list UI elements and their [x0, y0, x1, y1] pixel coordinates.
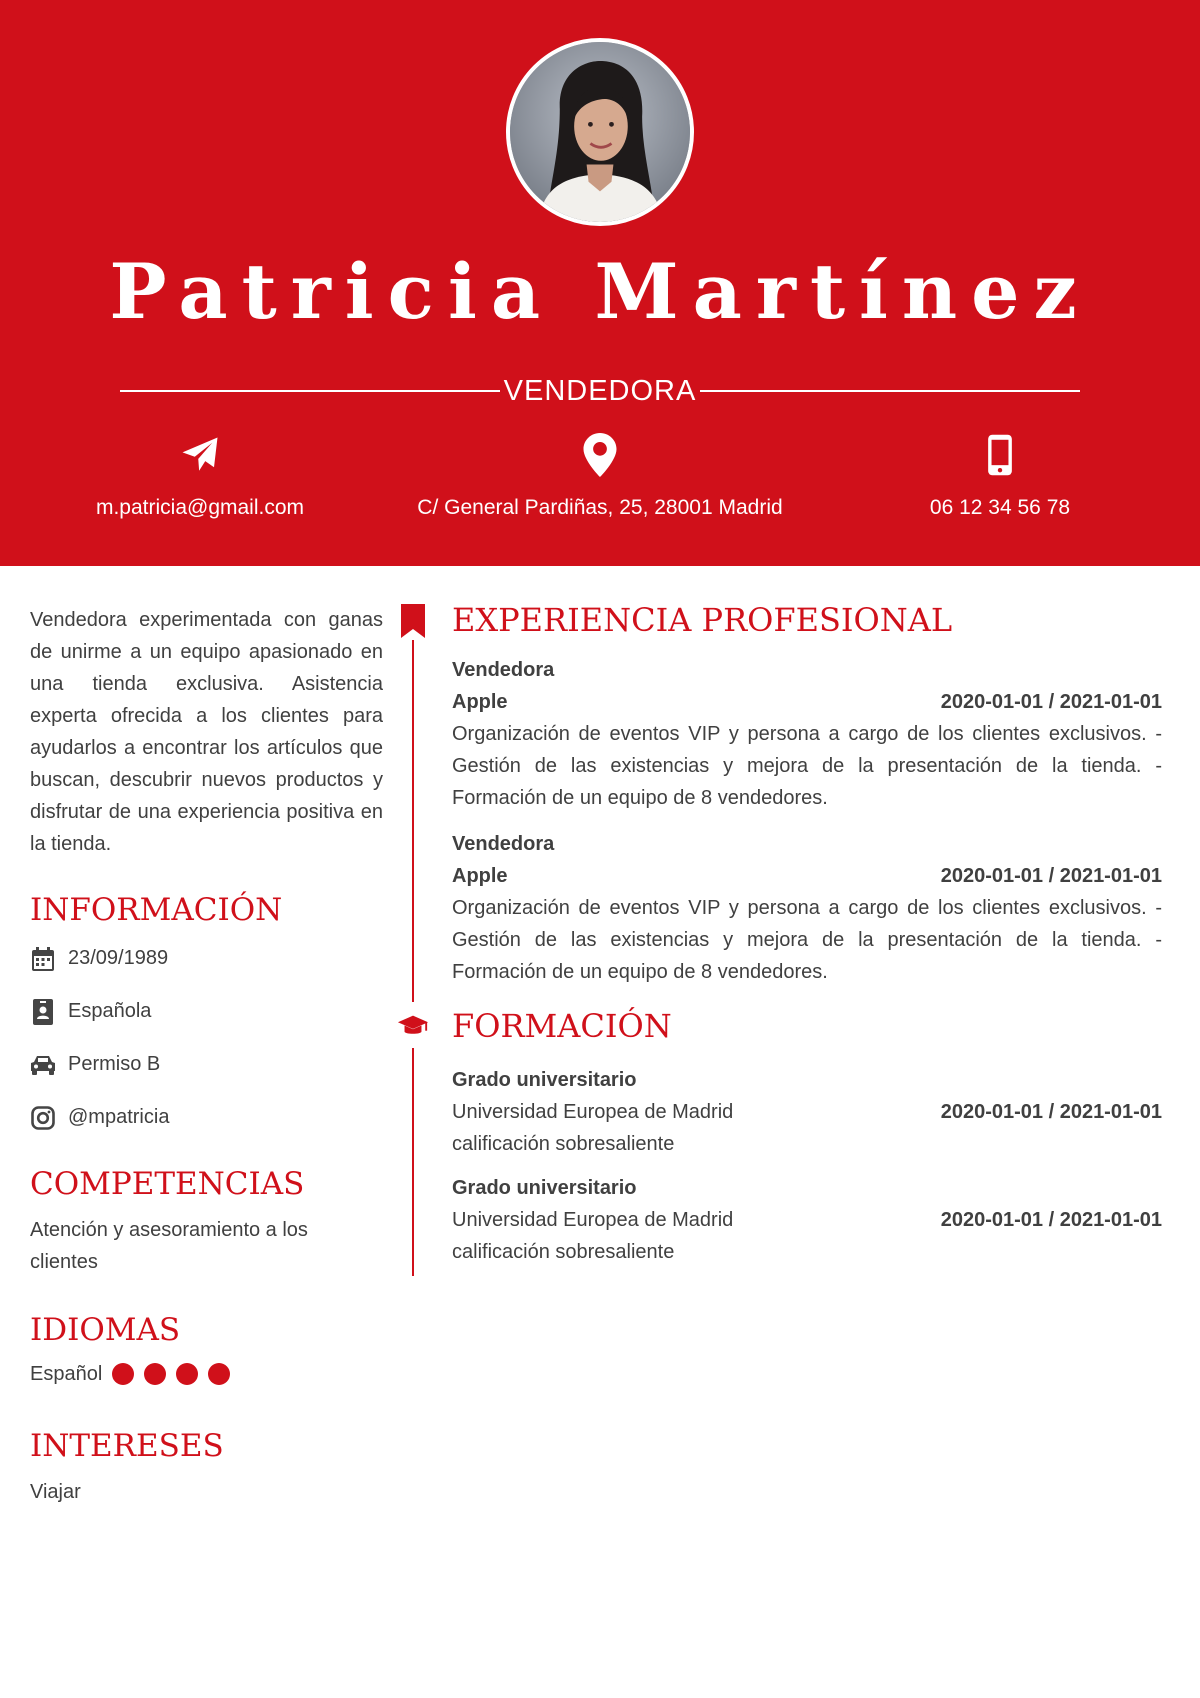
info-list [30, 932, 383, 1144]
job-description: Organización de eventos VIP y persona a cargo de los clientes exclusivos. - Gestión de las existencias y mejora de la presentación de la tienda. - Formación de un equipo de 8 vendedores. [452, 897, 1162, 983]
paper-plane-icon [60, 432, 340, 478]
job-company-row [452, 686, 1162, 718]
info-instagram[interactable] [30, 1091, 383, 1144]
level-dot [208, 1363, 230, 1385]
info-nationality [30, 985, 383, 1038]
education-school-row [452, 1204, 1162, 1236]
job-role: Vendedora [452, 659, 555, 681]
job-entry [452, 828, 1162, 988]
contact-phone-text: 06 12 34 56 78 [929, 496, 1071, 519]
education-degree: Grado universitario [452, 1177, 637, 1199]
contact-email-text: m.patricia@gmail.com [95, 496, 305, 519]
interest-item: Viajar [30, 1481, 81, 1503]
timeline-line-experience [412, 640, 414, 1002]
contact-email[interactable] [60, 432, 340, 522]
contact-address [380, 432, 820, 522]
education-entry [452, 1172, 1162, 1268]
language-name: Español [30, 1362, 103, 1385]
job-description: Organización de eventos VIP y persona a cargo de los clientes exclusivos. - Gestión de las existencias y mejora de la presentación de la tienda. - Formación de un equipo de 8 vendedores. [452, 723, 1162, 809]
info-instagram-text: @mpatricia [68, 1106, 170, 1128]
car-icon [30, 1052, 56, 1078]
education-grade: calificación sobresaliente [452, 1133, 675, 1155]
level-dot [144, 1363, 166, 1385]
job-title-row [120, 370, 1080, 412]
profile-photo [506, 38, 694, 226]
language-level-dots [112, 1363, 240, 1385]
skill-item: Atención y asesoramiento a los clientes [30, 1219, 308, 1273]
left-column [30, 604, 383, 1508]
info-nationality-text: Española [68, 1000, 152, 1022]
job-company: Apple [452, 691, 508, 713]
education-dates: 2020-01-01 / 2021-01-01 [940, 1209, 1162, 1231]
job-role: Vendedora [452, 833, 555, 855]
contact-phone[interactable] [860, 432, 1140, 522]
contact-address-text: C/ General Pardiñas, 25, 28001 Madrid [417, 496, 783, 519]
info-heading: INFORMACIÓN [30, 892, 283, 928]
job-company-row [452, 860, 1162, 892]
info-birthdate-text: 23/09/1989 [68, 947, 169, 969]
job-company: Apple [452, 865, 508, 887]
education-grade: calificación sobresaliente [452, 1241, 675, 1263]
level-dot [176, 1363, 198, 1385]
experience-heading: EXPERIENCIA PROFESIONAL [452, 601, 953, 639]
job-dates: 2020-01-01 / 2021-01-01 [940, 865, 1162, 887]
info-license [30, 1038, 383, 1091]
id-badge-icon [30, 999, 56, 1025]
education-entry [452, 1064, 1162, 1160]
timeline-line-education [412, 1048, 414, 1276]
info-birthdate [30, 932, 383, 985]
profile-summary: Vendedora experimentada con ganas de unirme a un equipo apasionado en una tienda exclusiva. Asistencia experta ofrecida a los clientes para ayudarlos a encontrar los artículos que buscan, descubrir nuevos productos y disfrutar de una experiencia positiva en la tienda. [30, 609, 383, 855]
education-dates: 2020-01-01 / 2021-01-01 [940, 1101, 1162, 1123]
divider-line-right [700, 390, 1080, 392]
mobile-phone-icon [860, 432, 1140, 478]
education-section [452, 1006, 1162, 1268]
job-dates: 2020-01-01 / 2021-01-01 [940, 691, 1162, 713]
candidate-name: Patricia Martínez [109, 247, 1091, 336]
interests-heading: INTERESES [30, 1428, 224, 1464]
language-row [30, 1356, 383, 1392]
education-school-row [452, 1096, 1162, 1128]
header-banner [0, 0, 1200, 566]
job-title: VENDEDORA [503, 375, 697, 407]
instagram-icon [30, 1105, 56, 1131]
job-entry [452, 654, 1162, 814]
profile-photo-image [510, 42, 690, 222]
bookmark-icon [397, 604, 429, 638]
education-school: Universidad Europea de Madrid [452, 1101, 734, 1123]
map-pin-icon [380, 432, 820, 478]
education-school: Universidad Europea de Madrid [452, 1209, 734, 1231]
languages-heading: IDIOMAS [30, 1312, 181, 1348]
education-degree: Grado universitario [452, 1069, 637, 1091]
calendar-icon [30, 946, 56, 972]
level-dot [112, 1363, 134, 1385]
graduation-cap-icon [397, 1013, 429, 1039]
experience-section [452, 600, 1162, 988]
info-license-text: Permiso B [68, 1053, 161, 1075]
skills-heading: COMPETENCIAS [30, 1166, 305, 1202]
education-heading: FORMACIÓN [452, 1007, 672, 1045]
